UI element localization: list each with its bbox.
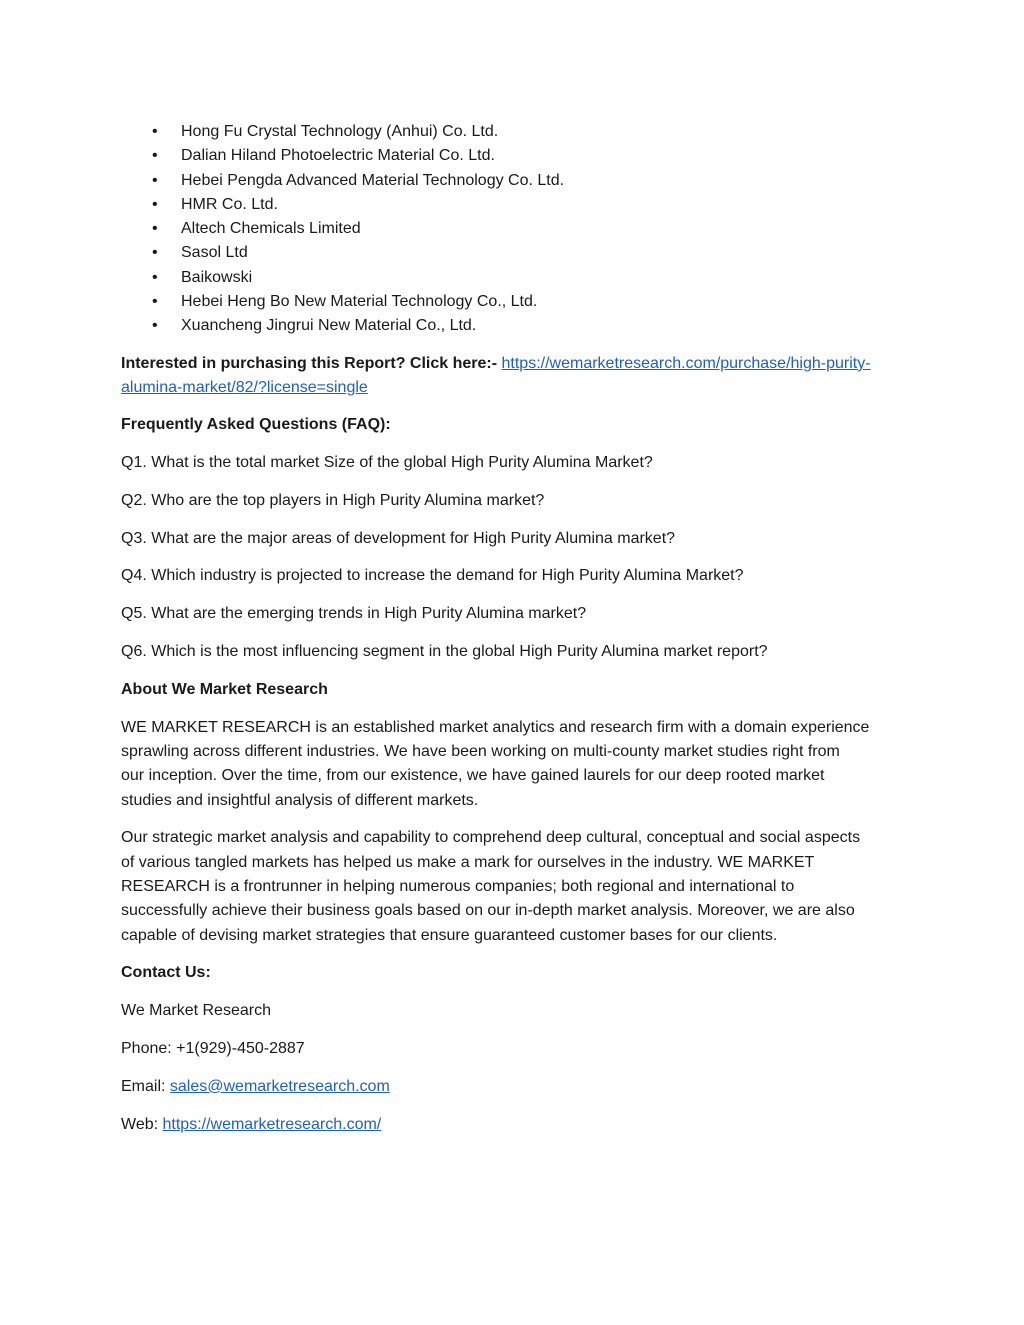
contact-email <box>121 1075 911 1099</box>
bullet-icon: • <box>152 171 158 189</box>
purchase-link-line1[interactable]: https://wemarketresearch.com/purchase/high-purity- <box>501 354 871 372</box>
contact-heading <box>121 961 911 985</box>
text-line: capable of devising market strategies that ensure guaranteed customer bases for our clients. <box>121 926 778 944</box>
company-name: Hong Fu Crystal Technology (Anhui) Co. Ltd. <box>181 123 499 140</box>
faq-question: Q2. Who are the top players in High Purity Alumina market? <box>121 491 545 509</box>
list-item <box>121 193 911 217</box>
website-link[interactable]: https://wemarketresearch.com/ <box>162 1115 382 1133</box>
contact-company: We Market Research <box>121 1002 271 1020</box>
about-heading-text: About We Market Research <box>121 680 328 698</box>
bullet-icon: • <box>152 147 158 165</box>
faq-question: Q5. What are the emerging trends in High Purity Alumina market? <box>121 605 587 623</box>
text-line: successfully achieve their business goals based on our in-depth market analysis. Moreover, we are also <box>121 902 855 920</box>
company-name: Altech Chemicals Limited <box>181 220 361 238</box>
company-name: Sasol Ltd <box>181 244 248 262</box>
bullet-icon: • <box>152 293 158 311</box>
text-line: sprawling across different industries. We have been working on multi-county market studies right from <box>121 742 840 760</box>
contact-phone: Phone: +1(929)-450-2887 <box>121 1039 305 1057</box>
purchase-link-line2[interactable]: alumina-market/82/?license=single <box>121 378 368 396</box>
list-item <box>121 241 911 265</box>
list-item <box>121 144 911 168</box>
list-item <box>121 169 911 193</box>
list-item <box>121 314 911 338</box>
contact-heading-text: Contact Us: <box>121 964 211 982</box>
text-line: RESEARCH is a frontrunner in helping numerous companies; both regional and international to <box>121 877 795 895</box>
company-name: Xuancheng Jingrui New Material Co., Ltd. <box>181 317 477 335</box>
company-name: Baikowski <box>181 268 253 286</box>
company-name: Hebei Heng Bo New Material Technology Co., Ltd. <box>181 293 538 311</box>
company-name: Dalian Hiland Photoelectric Material Co. Ltd. <box>181 147 495 165</box>
faq-question: Q6. Which is the most influencing segment in the global High Purity Alumina market report? <box>121 643 768 661</box>
email-label: Email: <box>121 1077 170 1095</box>
faq-question: Q3. What are the major areas of development for High Purity Alumina market? <box>121 529 676 547</box>
list-item <box>121 266 911 290</box>
about-paragraph-2 <box>121 826 911 947</box>
bullet-icon: • <box>152 317 158 335</box>
faq-heading-text: Frequently Asked Questions (FAQ): <box>121 416 391 434</box>
text-line: of various tangled markets has helped us make a mark for ourselves in the industry. WE MARKET <box>121 853 815 871</box>
list-item <box>121 217 911 241</box>
text-line: Our strategic market analysis and capability to comprehend deep cultural, conceptual and social aspects <box>121 829 861 847</box>
company-name: HMR Co. Ltd. <box>181 195 278 213</box>
faq-question: Q1. What is the total market Size of the global High Purity Alumina Market? <box>121 454 653 472</box>
company-list <box>121 120 911 339</box>
company-name: Hebei Pengda Advanced Material Technology Co. Ltd. <box>181 171 565 189</box>
bullet-icon: • <box>152 195 158 213</box>
about-paragraph-1 <box>121 716 911 813</box>
bullet-icon: • <box>152 123 158 140</box>
list-item <box>121 290 911 314</box>
list-item <box>121 120 911 144</box>
bullet-icon: • <box>152 244 158 262</box>
text-line: studies and insightful analysis of different markets. <box>121 791 479 809</box>
faq-question: Q4. Which industry is projected to increase the demand for High Purity Alumina Market? <box>121 567 744 585</box>
document-page <box>121 120 911 1137</box>
email-link[interactable]: sales@wemarketresearch.com <box>169 1077 390 1095</box>
purchase-callout <box>121 352 911 401</box>
purchase-label: Interested in purchasing this Report? Click here:- <box>121 354 498 372</box>
about-heading <box>121 678 911 702</box>
web-label: Web: <box>121 1115 163 1133</box>
contact-web <box>121 1113 911 1137</box>
faq-heading <box>121 413 911 437</box>
text-line: WE MARKET RESEARCH is an established market analytics and research firm with a domain experience <box>121 718 870 736</box>
text-line: our inception. Over the time, from our existence, we have gained laurels for our deep rooted market <box>121 767 825 785</box>
bullet-icon: • <box>152 268 158 286</box>
bullet-icon: • <box>152 220 158 238</box>
